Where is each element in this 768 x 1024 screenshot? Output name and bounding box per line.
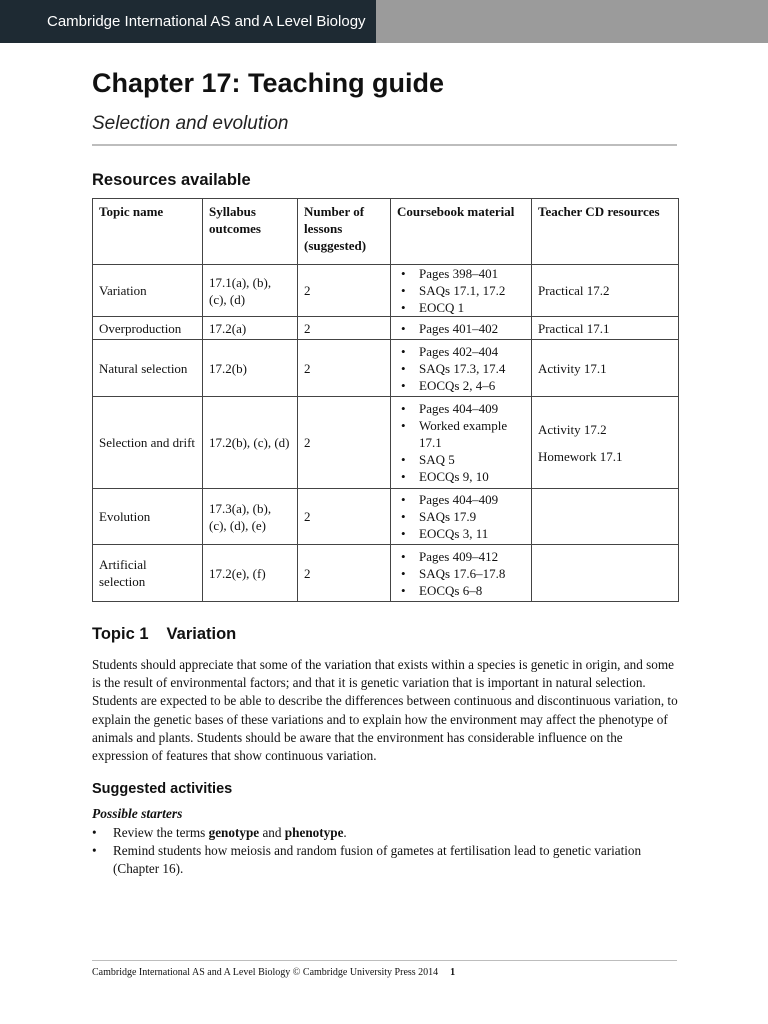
header-title: Cambridge International AS and A Level Biology (0, 0, 376, 43)
footer-text: Cambridge International AS and A Level Biology © Cambridge University Press 2014 (92, 967, 439, 978)
coursebook-item: • SAQs 17.1, 17.2 (397, 282, 525, 299)
list-item (92, 824, 682, 842)
topic-number: Topic 1 (92, 625, 149, 643)
chapter-title: Chapter 17: Teaching guide (92, 68, 445, 98)
topic-cell: Artificial selection (93, 545, 203, 602)
coursebook-item: • EOCQs 6–8 (397, 582, 525, 599)
coursebook-item: • EOCQs 2, 4–6 (397, 377, 525, 394)
topic-cell: Evolution (93, 489, 203, 545)
list-item: • Remind students how meiosis and random fusion of gametes at fertilisation lead to genetic variation (Chapter 16). (92, 842, 682, 878)
coursebook-item: • EOCQs 3, 11 (397, 525, 525, 542)
topic-cell: Variation (93, 265, 203, 317)
coursebook-cell (391, 489, 532, 545)
cd-resource: Practical 17.2 (538, 283, 610, 298)
term-genotype: genotype (208, 825, 260, 840)
lessons-cell: 2 (298, 489, 391, 545)
cd-cell (532, 265, 679, 317)
coursebook-item: • SAQ 5 (397, 451, 525, 468)
chapter-subtitle: Selection and evolution (92, 113, 289, 134)
lessons-cell: 2 (298, 340, 391, 397)
outcomes-cell: 17.2(b) (203, 340, 298, 397)
lessons-cell: 2 (298, 545, 391, 602)
col-topic-name: Topic name (93, 199, 203, 265)
coursebook-item: • SAQs 17.3, 17.4 (397, 360, 525, 377)
resources-heading: Resources available (92, 171, 251, 189)
table-row (93, 397, 679, 489)
cd-cell (532, 397, 679, 489)
col-coursebook-material: Coursebook material (391, 199, 532, 265)
outcomes-cell: 17.3(a), (b), (c), (d), (e) (203, 489, 298, 545)
topic-cell: Natural selection (93, 340, 203, 397)
coursebook-item: • SAQs 17.6–17.8 (397, 565, 525, 582)
term-phenotype: phenotype (284, 825, 344, 840)
topic-cell: Selection and drift (93, 397, 203, 489)
page-number: 1 (450, 967, 456, 978)
header-grey-block (376, 0, 768, 43)
cd-resource: Practical 17.1 (538, 320, 610, 336)
coursebook-item: • EOCQ 1 (397, 299, 525, 316)
cd-resource: Activity 17.2 (538, 421, 607, 437)
col-number-of-lessons: Number of lessons (suggested) (298, 199, 391, 265)
coursebook-item: • Pages 398–401 (397, 265, 525, 282)
coursebook-item: • Pages 404–409 (397, 400, 525, 417)
footer (92, 967, 455, 978)
table-row (93, 317, 679, 340)
lessons-cell: 2 (298, 317, 391, 340)
table-row (93, 265, 679, 317)
coursebook-item: • Pages 404–409 (397, 491, 525, 508)
coursebook-item: • SAQs 17.9 (397, 508, 525, 525)
coursebook-cell (391, 545, 532, 602)
coursebook-cell (391, 397, 532, 489)
coursebook-item: • Worked example 17.1 (397, 417, 525, 451)
topic-name: Variation (166, 625, 237, 643)
table-row (93, 489, 679, 545)
starter-text: and (259, 825, 285, 840)
lessons-cell: 2 (298, 397, 391, 489)
coursebook-item: • EOCQs 9, 10 (397, 468, 525, 485)
outcomes-cell: 17.2(a) (203, 317, 298, 340)
starter-text: . (343, 825, 347, 840)
topic-cell: Overproduction (93, 317, 203, 340)
resources-table (92, 198, 679, 602)
coursebook-item: • Pages 409–412 (397, 548, 525, 565)
footer-divider (92, 960, 677, 961)
cd-cell (532, 340, 679, 397)
outcomes-cell: 17.2(b), (c), (d) (203, 397, 298, 489)
starter-text: Review the terms (113, 825, 209, 840)
cd-resource: Activity 17.1 (538, 360, 607, 376)
coursebook-item: • Pages 401–402 (397, 320, 525, 337)
lessons-cell: 2 (298, 265, 391, 317)
header-bar (0, 0, 768, 43)
table-row (93, 545, 679, 602)
cd-cell (532, 317, 679, 340)
starters-list (92, 824, 682, 878)
coursebook-cell (391, 340, 532, 397)
coursebook-cell (391, 317, 532, 340)
title-divider (92, 144, 677, 146)
outcomes-cell: 17.2(e), (f) (203, 545, 298, 602)
col-syllabus-outcomes: Syllabus outcomes (203, 199, 298, 265)
coursebook-cell (391, 265, 532, 317)
topic-body-paragraph: Students should appreciate that some of the variation that exists within a species is genetic in origin, and some is the result of environmental factors; and that it is genetic variation that is important in natural selection. Students are expected to be able to describe the differences between continuous and discontinuous variation, to explain the genetic bases of these variations and to explain how the environment may affect the phenotype of animals and plants. Students should be aware that the environment has considerable influence on the expression of features that show continuous variation. (92, 657, 678, 764)
table-header-row (93, 199, 679, 265)
table-row (93, 340, 679, 397)
col-teacher-cd-resources: Teacher CD resources (532, 199, 679, 265)
cd-cell (532, 489, 679, 545)
coursebook-item: • Pages 402–404 (397, 343, 525, 360)
outcomes-cell: 17.1(a), (b), (c), (d) (203, 265, 298, 317)
suggested-activities-heading: Suggested activities (92, 781, 233, 797)
topic-heading (92, 625, 236, 644)
cd-resource: Homework 17.1 (538, 448, 623, 464)
cd-cell (532, 545, 679, 602)
possible-starters-label: Possible starters (92, 806, 183, 821)
